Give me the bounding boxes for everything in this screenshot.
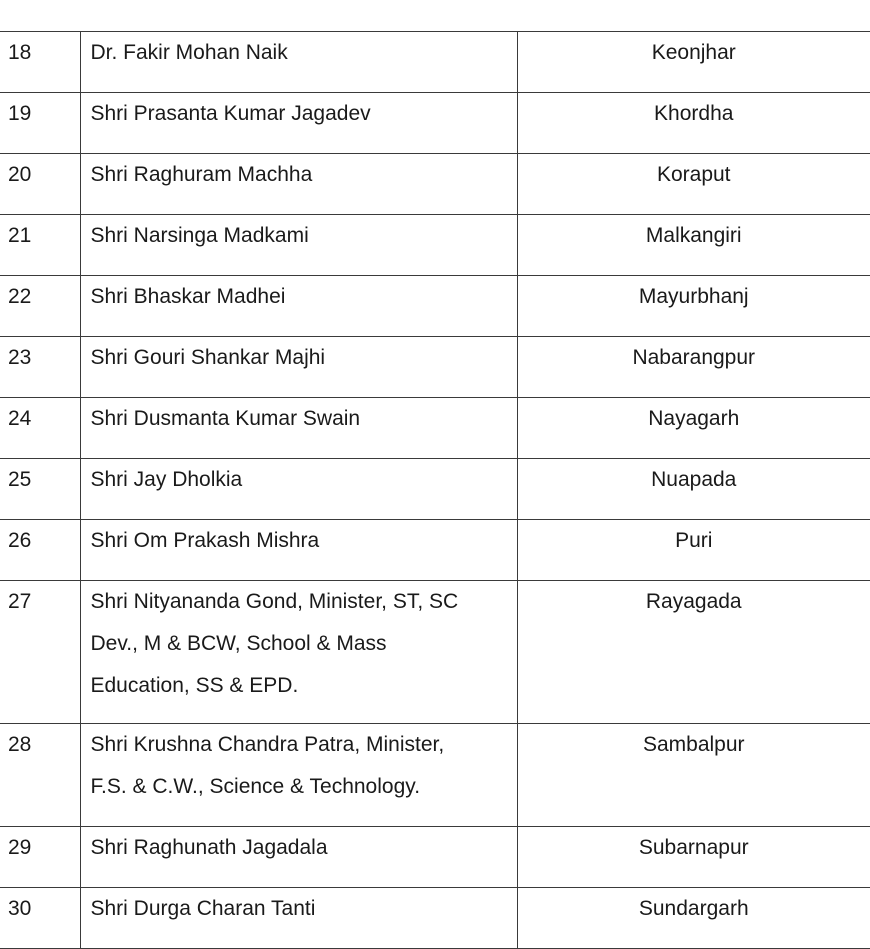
district-name: Malkangiri xyxy=(517,215,870,276)
table-row xyxy=(0,154,870,215)
table-row xyxy=(0,827,870,888)
official-name: Shri Dusmanta Kumar Swain xyxy=(80,398,517,459)
official-name-line: Shri Krushna Chandra Patra, Minister, xyxy=(90,733,445,756)
table-row xyxy=(0,520,870,581)
serial-number: 18 xyxy=(0,32,80,93)
table-row xyxy=(0,724,870,827)
official-name: Shri Gouri Shankar Majhi xyxy=(80,337,517,398)
officials-table xyxy=(0,31,870,949)
serial-number: 19 xyxy=(0,93,80,154)
official-name: Shri Prasanta Kumar Jagadev xyxy=(80,93,517,154)
official-name: Dr. Fakir Mohan Naik xyxy=(80,32,517,93)
serial-number: 27 xyxy=(0,581,80,724)
serial-number: 23 xyxy=(0,337,80,398)
table-row xyxy=(0,93,870,154)
district-name: Khordha xyxy=(517,93,870,154)
district-name: Nabarangpur xyxy=(517,337,870,398)
table-row xyxy=(0,398,870,459)
table-row xyxy=(0,337,870,398)
district-name: Mayurbhanj xyxy=(517,276,870,337)
serial-number: 26 xyxy=(0,520,80,581)
district-name: Rayagada xyxy=(517,581,870,724)
serial-number: 28 xyxy=(0,724,80,827)
official-name: Shri Durga Charan Tanti xyxy=(80,888,517,949)
serial-number: 29 xyxy=(0,827,80,888)
table-row xyxy=(0,276,870,337)
serial-number: 20 xyxy=(0,154,80,215)
district-name: Koraput xyxy=(517,154,870,215)
district-name: Keonjhar xyxy=(517,32,870,93)
official-name: Shri Raghunath Jagadala xyxy=(80,827,517,888)
table-row xyxy=(0,32,870,93)
table-row xyxy=(0,459,870,520)
official-name xyxy=(80,724,517,827)
serial-number: 22 xyxy=(0,276,80,337)
official-name: Shri Bhaskar Madhei xyxy=(80,276,517,337)
serial-number: 21 xyxy=(0,215,80,276)
official-name-line: Shri Nityananda Gond, Minister, ST, SC xyxy=(90,590,459,613)
district-name: Subarnapur xyxy=(517,827,870,888)
serial-number: 24 xyxy=(0,398,80,459)
official-name-line: Education, SS & EPD. xyxy=(90,674,299,697)
official-name: Shri Jay Dholkia xyxy=(80,459,517,520)
district-name: Puri xyxy=(517,520,870,581)
official-name-line: F.S. & C.W., Science & Technology. xyxy=(90,775,421,798)
officials-table-container xyxy=(0,31,870,949)
official-name: Shri Raghuram Machha xyxy=(80,154,517,215)
official-name: Shri Om Prakash Mishra xyxy=(80,520,517,581)
district-name: Sambalpur xyxy=(517,724,870,827)
district-name: Nayagarh xyxy=(517,398,870,459)
serial-number: 25 xyxy=(0,459,80,520)
official-name xyxy=(80,581,517,724)
table-row xyxy=(0,215,870,276)
official-name: Shri Narsinga Madkami xyxy=(80,215,517,276)
table-row xyxy=(0,888,870,949)
table-row xyxy=(0,581,870,724)
district-name: Sundargarh xyxy=(517,888,870,949)
official-name-line: Dev., M & BCW, School & Mass xyxy=(90,632,387,655)
district-name: Nuapada xyxy=(517,459,870,520)
serial-number: 30 xyxy=(0,888,80,949)
